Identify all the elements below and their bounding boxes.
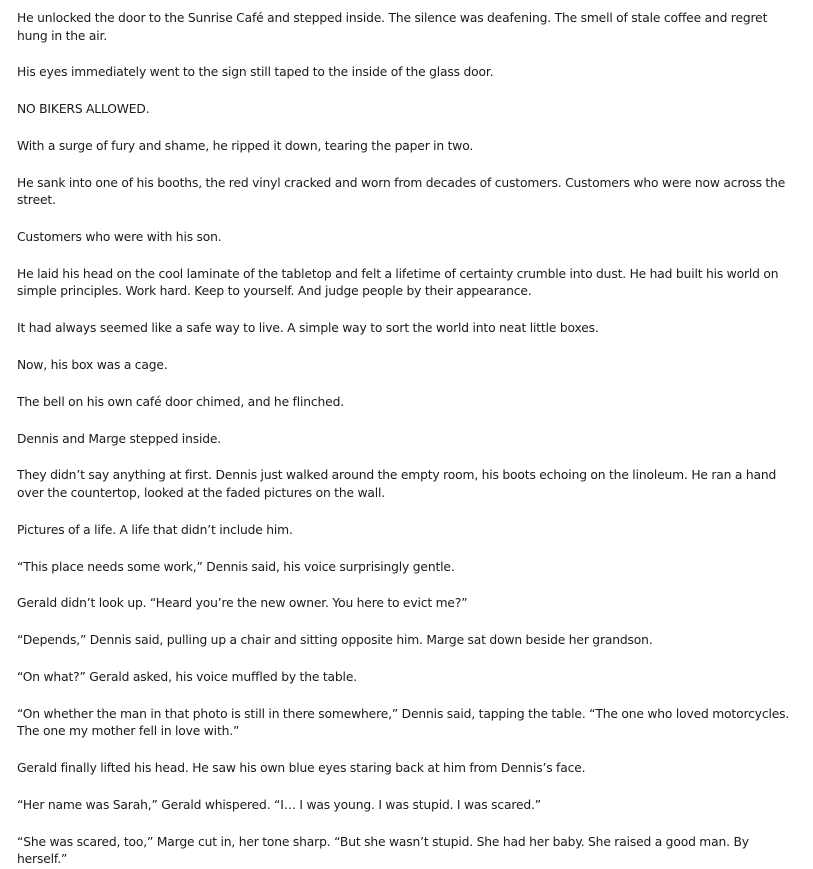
paragraph: He sank into one of his booths, the red vinyl cracked and worn from decades of customers. Customers who were now across the street. [17, 175, 786, 208]
paragraph: “On whether the man in that photo is still in there somewhere,” Dennis said, tapping the table. “The one who loved motorcycles. The one my mother fell in love with.” [17, 706, 790, 739]
paragraph: The bell on his own café door chimed, and he flinched. [17, 394, 344, 409]
paragraph: NO BIKERS ALLOWED. [17, 102, 150, 117]
paragraph: Pictures of a life. A life that didn’t include him. [17, 522, 293, 537]
paragraph: It had always seemed like a safe way to live. A simple way to sort the world into neat little boxes. [17, 321, 599, 336]
paragraph: Dennis and Marge stepped inside. [17, 431, 222, 446]
paragraph: Customers who were with his son. [17, 230, 222, 245]
paragraph: They didn’t say anything at first. Dennis just walked around the empty room, his boots echoing on the linoleum. He ran a hand over the countertop, looked at the faded pictures on the wall. [17, 468, 777, 500]
paragraph: “Her name was Sarah,” Gerald whispered. “I… I was young. I was stupid. I was scared.” [17, 797, 542, 812]
paragraph: “On what?” Gerald asked, his voice muffled by the table. [17, 669, 357, 684]
paragraph: With a surge of fury and shame, he ripped it down, tearing the paper in two. [17, 138, 474, 153]
paragraph: “She was scared, too,” Marge cut in, her tone sharp. “But she wasn’t stupid. She had her baby. She raised a good man. By herself.” [17, 834, 749, 867]
paragraph: His eyes immediately went to the sign still taped to the inside of the glass door. [17, 65, 494, 80]
paragraph: Now, his box was a cage. [17, 358, 168, 373]
paragraph: He unlocked the door to the Sunrise Café and stepped inside. The silence was deafening. The smell of stale coffee and regret hung in the air. [17, 11, 768, 43]
paragraph: “This place needs some work,” Dennis said, his voice surprisingly gentle. [17, 559, 455, 574]
paragraph: “Depends,” Dennis said, pulling up a chair and sitting opposite him. Marge sat down beside her grandson. [17, 633, 653, 648]
paragraph: Gerald didn’t look up. “Heard you’re the new owner. You here to evict me?” [17, 596, 468, 611]
paragraph: He laid his head on the cool laminate of the tabletop and felt a lifetime of certainty crumble into dust. He had built his world on simple principles. Work hard. Keep to yourself. And judge people by their appearance. [17, 266, 779, 299]
paragraph: Gerald finally lifted his head. He saw his own blue eyes staring back at him from Dennis’s face. [17, 761, 586, 776]
